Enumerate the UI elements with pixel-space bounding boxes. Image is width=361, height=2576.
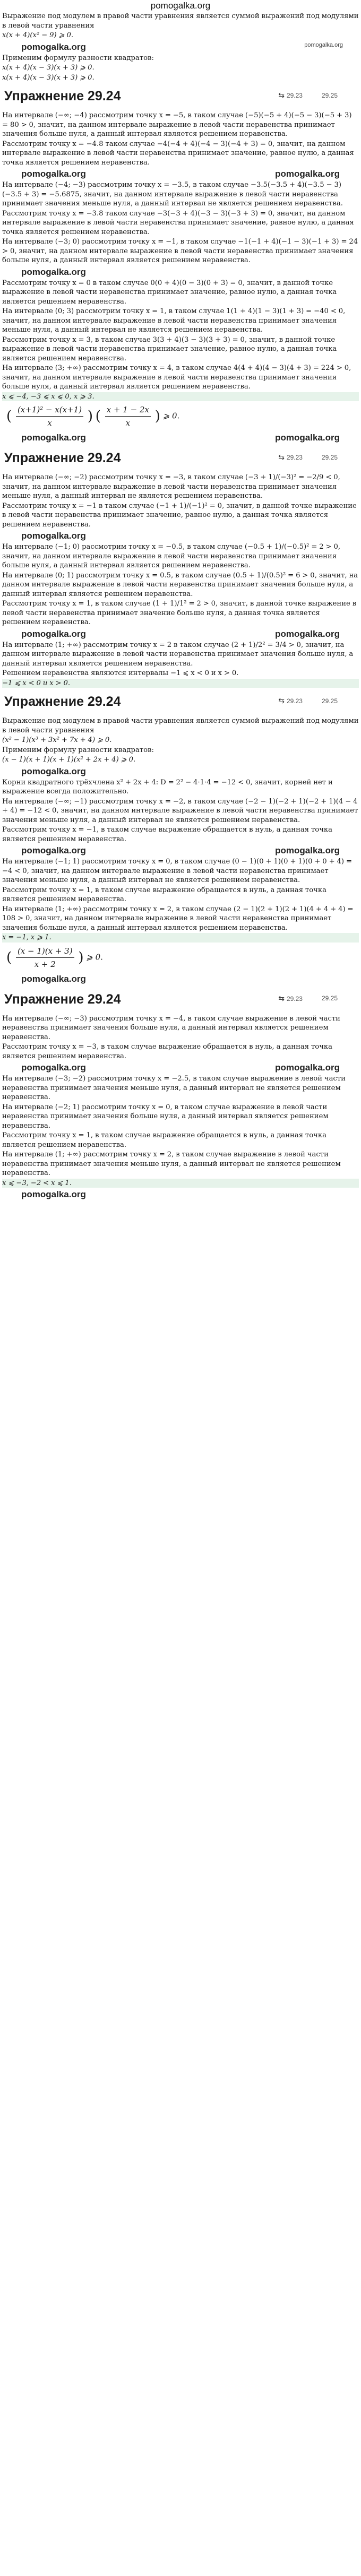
paragraph: Рассмотрим точку x = −4.8 таком случае −4(−4 + 4)(−4 − 3)(−4 + 3) = 0, значит, на данном интервале выражение в левой части неравенства принимает значение, равное нулю, а данная точка является решением неравенства.: [2, 140, 354, 167]
watermark: pomogalka.org: [275, 845, 340, 855]
paragraph: Рассмотрим точку x = −1 в таком случае (−1 + 1)/(−1)² = 0, значит, в данной точке выражение в левой части неравенства принимает значение, равное нулю, а данная точка является решением неравенства.: [2, 502, 357, 529]
prev-link[interactable]: ⇆ 29.23: [278, 453, 303, 461]
formula-block: ( $\frac{\text{(x+1)² − x(x+1)}}{x}$ ) ( $\frac{x + 1 - 2x}{x}$ ) ⩾ 0.: [6, 403, 359, 429]
watermark: pomogalka.org: [21, 169, 86, 179]
watermark: pomogalka.org: [21, 41, 86, 52]
watermark-row: [2, 530, 359, 542]
watermark-row: [2, 628, 359, 641]
formula: (x² − 1)(x³ + 3x² + 7x + 4) ⩾ 0.: [2, 736, 112, 744]
section-nav: [278, 696, 338, 705]
paragraph: Рассмотрим точку x = 1, в таком случае выражение обращается в нуль, а данная точка является решением неравенства.: [2, 1131, 326, 1149]
next-link[interactable]: 29.25: [321, 697, 338, 705]
intro-formula-3: x(x + 4)(x − 3)(x + 3) ⩾ 0.: [2, 73, 94, 82]
section-title: Упражнение 29.24: [4, 451, 121, 465]
formula-block: ( $\frac{(x - 1)(x + 3)}{x + 2}$ ) ⩾ 0.: [6, 945, 359, 971]
watermark-row: [2, 41, 359, 54]
paragraph: На интервале (1; +∞) рассмотрим точку x = 2, в таком случае (2 − 1)(2 + 1)(2 + 1)(4 + 4 + 4) = 108 > 0, значит, на данном интервале выражение в левой части неравенства принимает значения больше нуля, а данный интервал является решением неравенства.: [2, 905, 354, 932]
paragraph: На интервале (−4; −3) рассмотрим точку x = −3.5, в таком случае −3.5(−3.5 + 4)(−3.5 − 3)(−3.5 + 3) = −5.6875, значит, на данном интервале выражение в левой части неравенства принимает значения меньше нуля, а данный интервал не является решением неравенства.: [2, 181, 343, 208]
paragraph: На интервале (−2; 1) рассмотрим точку x = 0, в таком случае выражение в левой части неравенства принимает значения больше нуля, а данный интервал является решением неравенства.: [2, 1103, 329, 1130]
paragraph: На интервале (1; +∞) рассмотрим точку x = 2, в таком случае выражение в левой части неравенства принимает значения меньше нуля, а данный интервал не является решением неравенства.: [2, 1151, 341, 1177]
section-header: [2, 691, 359, 712]
watermark: pomogalka.org: [21, 531, 86, 541]
watermark-row: [2, 973, 359, 986]
prev-link[interactable]: ⇆ 29.23: [278, 91, 303, 99]
answer: x ⩽ −3, −2 < x ⩽ 1.: [2, 1179, 359, 1188]
formula: (x − 1)(x + 1)(x + 1)(x² + 2x + 4) ⩾ 0.: [2, 756, 136, 764]
watermark: pomogalka.org: [21, 1062, 86, 1073]
content: [0, 12, 361, 1201]
watermark-row: [2, 1188, 359, 1201]
paragraph: На интервале (−∞; −1) рассмотрим точку x = −2, в таком случае (−2 − 1)(−2 + 1)(−2 + 1)(4 − 4 + 4) = −12 < 0, значит, на данном интервале выражение в левой части неравенства принимает значения меньше нуля, а данный интервал не является решением неравенства.: [2, 797, 358, 824]
answer: −1 ⩽ x < 0 и x > 0.: [2, 679, 359, 688]
section-header: [2, 989, 359, 1010]
paragraph: Рассмотрим точку x = 0 в таком случае 0(0 + 4)(0 − 3)(0 + 3) = 0, значит, в данной точке выражение в левой части неравенства принимает значение, равное нулю, а данная точка является решением неравенства.: [2, 279, 337, 306]
prev-link[interactable]: ⇆ 29.23: [278, 696, 303, 705]
section-title: Упражнение 29.24: [4, 89, 121, 103]
paragraph: На интервале (−3; 0) рассмотрим точку x = −1, в таком случае −1(−1 + 4)(−1 − 3)(−1 + 3) = 24 > 0, значит, на данном интервале выражение в левой части неравенства принимает значения больше нуля, а данный интервал является решением неравенства.: [2, 238, 358, 264]
paragraph: На интервале (−1; 1) рассмотрим точку x = 0, в таком случае (0 − 1)(0 + 1)(0 + 1)(0 + 0 + 4) = −4 < 0, значит, на данном интервале выражение в левой части неравенства принимает значения меньше нуля, а данный интервал не является решением неравенства.: [2, 858, 353, 884]
paragraph: На интервале (−1; 0) рассмотрим точку x = −0.5, в таком случае (−0.5 + 1)/(−0.5)² = 2 > 0, значит, на данном интервале выражение в левой части неравенства принимает значения больше нуля, а данный интервал является решением неравенства.: [2, 543, 341, 569]
paragraph: На интервале (0; 1) рассмотрим точку x = 0.5, в таком случае (0.5 + 1)/(0.5)² = 6 > 0, значит, на данном интервале выражение в левой части неравенства принимает значения больше нуля, а данный интервал является решением неравенства.: [2, 571, 358, 598]
intro-text-2: Применим формулу разности квадратов:: [2, 54, 154, 62]
share-icon: ⇆: [278, 993, 285, 1002]
prev-link[interactable]: ⇆ 29.23: [278, 993, 303, 1002]
intro-text-1: Выражение под модулем в правой части уравнения является суммой выражений под модулями в левой части уравнения: [2, 12, 359, 30]
share-icon: ⇆: [278, 696, 285, 705]
watermark-row: [2, 765, 359, 778]
paragraph: На интервале (−3; −2) рассмотрим точку x = −2.5, в таком случае выражение в левой части неравенства принимает значения меньше нуля, а данный интервал не является решением неравенства.: [2, 1075, 346, 1101]
paragraph: Рассмотрим точку x = −3, в таком случае выражение обращается в нуль, а данная точка является решением неравенства.: [2, 1043, 333, 1060]
paragraph: Рассмотрим точку x = −3.8 таком случае −3(−3 + 4)(−3 − 3)(−3 + 3) = 0, значит, на данном интервале выражение в левой части неравенства принимает значение, равное нулю, а данная точка является решением неравенства.: [2, 209, 354, 236]
watermark-small: pomogalka.org: [304, 41, 343, 48]
watermark: pomogalka.org: [21, 433, 86, 443]
paragraph: Рассмотрим точку x = 1, в таком случае (1 + 1)/1² = 2 > 0, значит, в данной точке выражение в левой части неравенства принимает значение больше нуля, а данная точка является решением неравенства.: [2, 600, 357, 626]
watermark: pomogalka.org: [275, 433, 340, 443]
answer: x = −1, x ⩾ 1.: [2, 933, 359, 943]
share-icon: ⇆: [278, 453, 285, 461]
watermark-row: [2, 431, 359, 444]
site-header[interactable]: pomogalka.org: [150, 1, 211, 11]
next-link[interactable]: 29.25: [321, 995, 338, 1002]
paragraph: На интервале (−∞; −4) рассмотрим точку x = −5, в таком случае (−5)(−5 + 4)(−5 − 3)(−5 + 3) = 80 > 0, значит, на данном интервале выражение в левой части неравенства принимает значения больше нуля, а данный интервал является решением неравенства.: [2, 111, 352, 138]
intro-formula-2: x(x + 4)(x − 3)(x + 3) ⩾ 0.: [2, 64, 94, 72]
watermark-row: [2, 844, 359, 857]
watermark: pomogalka.org: [275, 628, 340, 639]
watermark: pomogalka.org: [21, 1189, 86, 1199]
section-title: Упражнение 29.24: [4, 991, 121, 1007]
watermark-row: [2, 266, 359, 279]
next-link[interactable]: 29.25: [321, 91, 338, 99]
section-nav: [278, 994, 338, 1003]
watermark: pomogalka.org: [275, 169, 340, 179]
paragraph: Корни квадратного трёхчлена x² + 2x + 4: D = 2² − 4·1·4 = −12 < 0, значит, корней нет и выражение всегда положительно.: [2, 778, 333, 796]
paragraph: На интервале (3; +∞) рассмотрим точку x = 4, в таком случае 4(4 + 4)(4 − 3)(4 + 3) = 224 > 0, значит, на данном интервале выражение в левой части неравенства принимает значения больше нуля, а данный интервал является решением неравенства.: [2, 364, 351, 391]
paragraph: Применим формулу разности квадратов:: [2, 746, 154, 754]
watermark: pomogalka.org: [21, 845, 86, 855]
section-title: Упражнение 29.24: [4, 694, 121, 709]
watermark: pomogalka.org: [21, 766, 86, 776]
paragraph: Решением неравенства являются интервалы −1 ⩽ x < 0 и x > 0.: [2, 669, 239, 677]
paragraph: На интервале (−∞; −3) рассмотрим точку x = −4, в таком случае выражение в левой части неравенства принимает значения больше нуля, а данный интервал является решением неравенства.: [2, 1014, 340, 1041]
paragraph: Рассмотрим точку x = 1, в таком случае выражение обращается в нуль, а данная точка является решением неравенства.: [2, 886, 326, 903]
intro-formula-1: x(x + 4)(x² − 9) ⩾ 0.: [2, 31, 74, 39]
paragraph: Рассмотрим точку x = 3, в таком случае 3(3 + 4)(3 − 3)(3 + 3) = 0, значит, в данной точке выражение в левой части неравенства принимает значение, равное нулю, а данная точка является решением неравенства.: [2, 335, 337, 362]
paragraph: На интервале (1; +∞) рассмотрим точку x = 2 в таком случае (2 + 1)/2² = 3/4 > 0, значит, на данном интервале выражение в левой части неравенства принимает значения больше нуля, а данный интервал является решением неравенства.: [2, 641, 354, 668]
answer: x ⩽ −4, −3 ⩽ x ⩽ 0, x ⩾ 3.: [2, 392, 359, 402]
next-link[interactable]: 29.25: [321, 453, 338, 461]
watermark-row: [2, 168, 359, 180]
paragraph: На интервале (−∞; −2) рассмотрим точку x = −3, в таком случае (−3 + 1)/(−3)² = −2/9 < 0, значит, на данном интервале выражение в левой части неравенства принимает значения меньше нуля, а данный интервал не является решением неравенства.: [2, 473, 340, 500]
paragraph: На интервале (0; 3) рассмотрим точку x = 1, в таком случае 1(1 + 4)(1 − 3)(1 + 3) = −40 < 0, значит, на данном интервале выражение в левой части неравенства принимает значения меньше нуля, а данный интервал не является решением неравенства.: [2, 307, 346, 334]
section-header: [2, 447, 359, 469]
paragraph: Выражение под модулем в правой части уравнения является суммой выражений под модулями в левой части уравнения: [2, 717, 359, 734]
section-nav: [278, 453, 338, 462]
section-nav: [278, 91, 338, 100]
watermark: pomogalka.org: [21, 266, 86, 277]
section-header: [2, 85, 359, 107]
watermark: pomogalka.org: [21, 628, 86, 639]
watermark: pomogalka.org: [21, 973, 86, 984]
share-icon: ⇆: [278, 91, 285, 99]
paragraph: Рассмотрим точку x = −1, в таком случае выражение обращается в нуль, а данная точка является решением неравенства.: [2, 826, 333, 843]
watermark-row: [2, 1061, 359, 1074]
watermark: pomogalka.org: [275, 1062, 340, 1073]
